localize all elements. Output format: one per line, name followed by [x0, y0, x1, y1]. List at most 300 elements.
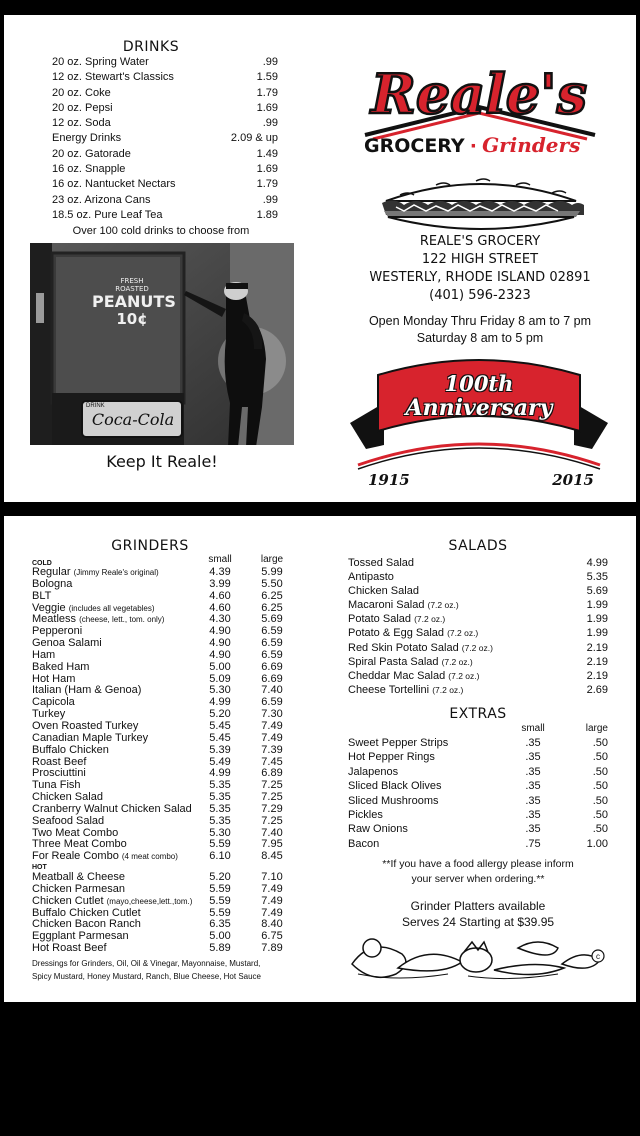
grinder-row	[32, 662, 298, 674]
salads-title: SALADS	[448, 538, 508, 554]
grinders-cat-cold: COLD	[32, 560, 52, 567]
sign-text-fresh: FRESH	[120, 277, 144, 285]
extras-header	[348, 722, 608, 736]
grinder-name-text: Hot Ham	[32, 673, 76, 685]
extra-name: Jalapenos	[348, 765, 399, 778]
grinder-price-large: 8.45	[261, 850, 283, 863]
grinder-row	[32, 919, 298, 931]
salad-row	[348, 669, 608, 683]
drink-row	[24, 116, 278, 131]
grinder-name-text: Oven Roasted Turkey	[32, 720, 139, 732]
drink-row	[24, 162, 278, 177]
grinder-price-large: 7.40	[261, 826, 283, 839]
extra-row	[348, 822, 608, 836]
grinder-name-text: Chicken Bacon Ranch	[32, 919, 141, 931]
grinder-price-large: 6.69	[261, 672, 283, 685]
salad-row	[348, 556, 608, 570]
grinder-row	[32, 804, 298, 816]
store-street: 122 HIGH STREET	[421, 252, 539, 267]
grinder-note: (cheese, lett., tom. only)	[79, 615, 165, 625]
salad-name-text: Chicken Salad	[348, 585, 419, 598]
salad-name	[348, 612, 445, 626]
extra-name: Sweet Pepper Strips	[348, 737, 449, 749]
sandwich-illustration	[376, 171, 586, 239]
salad-price: 2.69	[586, 683, 608, 696]
extras-title: EXTRAS	[449, 706, 507, 722]
logo-grinders: Grinders	[482, 133, 581, 157]
extra-price-large: .50	[592, 794, 608, 807]
grinder-price-large: 7.49	[261, 894, 283, 907]
grinder-name	[32, 709, 194, 721]
grinder-price-large: 7.89	[261, 942, 283, 955]
grinders-cold-list	[32, 567, 298, 863]
grinder-price-small: 5.89	[209, 942, 231, 955]
grinder-price-small: 6.35	[209, 918, 231, 931]
grinder-price-large: 7.25	[261, 814, 283, 827]
salad-name	[348, 655, 473, 669]
salads-section	[348, 538, 608, 697]
grinder-name	[32, 697, 194, 709]
sign-text-roasted: ROASTED	[115, 285, 149, 293]
menu-panel-inside	[4, 516, 636, 1002]
dressings-line1: Dressings for Grinders, Oil, Oil & Vinegar, Mayonnaise, Mustard,	[32, 959, 261, 968]
grinder-name-text: Veggie	[32, 602, 66, 614]
drink-name: 16 oz. Nantucket Nectars	[52, 178, 176, 191]
logo-grocery: GROCERY	[364, 135, 465, 157]
grinder-price-large: 7.95	[261, 838, 283, 851]
grinder-name-text: Three Meat Combo	[32, 839, 127, 851]
drink-row	[24, 131, 278, 146]
drink-price: 1.69	[256, 101, 278, 114]
extra-price-large: .50	[592, 823, 608, 836]
salad-name	[348, 641, 493, 655]
extra-price-large: .50	[592, 737, 608, 749]
extra-price-small: .35	[525, 780, 541, 793]
grinder-name	[32, 804, 194, 816]
grinder-price-small: 5.39	[209, 743, 231, 756]
salad-price: 1.99	[586, 627, 608, 640]
grinder-name	[32, 662, 194, 674]
grinder-row	[32, 745, 298, 757]
extra-row	[348, 837, 608, 851]
grinder-price-small: 4.90	[209, 648, 231, 661]
grinder-row	[32, 591, 298, 603]
anniversary-100th: 100th	[444, 371, 514, 396]
salad-name-text: Macaroni Salad	[348, 599, 425, 612]
salad-price: 2.19	[586, 641, 608, 654]
grinder-row	[32, 650, 298, 662]
drink-name: 20 oz. Gatorade	[52, 147, 131, 160]
salad-row	[348, 641, 608, 655]
salad-note: (7.2 oz.)	[432, 684, 464, 695]
hours-weekday: Open Monday Thru Friday 8 am to 7 pm	[368, 314, 592, 328]
extra-name: Pickles	[348, 809, 383, 822]
grinder-price-large: 7.45	[261, 755, 283, 768]
grinder-name-text: Chicken Salad	[32, 792, 103, 804]
grinder-price-small: 5.59	[209, 838, 231, 851]
drink-name: 20 oz. Coke	[52, 86, 111, 99]
store-hours	[344, 313, 616, 347]
dressings-line2: Spicy Mustard, Honey Mustard, Ranch, Blue Cheese, Hot Sauce	[32, 972, 261, 981]
grinder-row	[32, 567, 298, 579]
grinder-row	[32, 697, 298, 709]
drink-price: 1.69	[256, 163, 278, 176]
grinder-row	[32, 614, 298, 626]
drink-row	[24, 193, 278, 208]
extra-row	[348, 794, 608, 808]
extra-row	[348, 750, 608, 764]
grinder-name-text: Eggplant Parmesan	[32, 931, 129, 943]
grinder-price-small: 5.59	[209, 906, 231, 919]
extra-price-large: 1.00	[586, 837, 608, 850]
salad-note: (7.2 oz.)	[461, 642, 493, 653]
vintage-store-photo	[30, 243, 294, 445]
drink-row	[24, 208, 278, 223]
grinder-note: (includes all vegetables)	[68, 603, 155, 613]
drink-row	[24, 147, 278, 162]
salad-name	[348, 570, 394, 584]
drink-price: 1.89	[256, 208, 278, 221]
salad-name	[348, 598, 459, 612]
grinder-name	[32, 733, 194, 745]
grinder-row	[32, 872, 298, 884]
grinder-name	[32, 614, 194, 626]
salad-price: 5.35	[586, 571, 608, 584]
cooler-text-drink: DRINK	[86, 403, 105, 409]
drink-price: 2.09 & up	[230, 132, 278, 145]
grinder-name	[32, 780, 194, 792]
grinder-name-text: Chicken Cutlet	[32, 895, 104, 907]
logo-wordmark: Reale's	[370, 62, 588, 126]
grinder-price-large: 6.59	[261, 648, 283, 661]
grinder-price-small: 5.00	[209, 660, 231, 673]
grinder-name	[32, 579, 194, 591]
salad-row	[348, 570, 608, 584]
drink-price: 1.79	[256, 86, 278, 99]
grinder-price-small: 5.20	[209, 708, 231, 721]
extra-name: Raw Onions	[348, 823, 408, 836]
drink-price: 1.79	[256, 178, 278, 191]
grinder-name-text: Bologna	[32, 578, 73, 590]
salad-note: (7.2 oz.)	[448, 670, 480, 681]
grinder-price-small: 5.30	[209, 684, 231, 697]
grinder-price-small: 4.60	[209, 601, 231, 614]
grinder-name	[32, 603, 194, 615]
grinder-row	[32, 792, 298, 804]
grinder-name-text: Two Meat Combo	[32, 827, 119, 839]
drink-name: 23 oz. Arizona Cans	[52, 193, 151, 206]
salad-name-text: Spiral Pasta Salad	[348, 655, 439, 668]
drink-price: .99	[262, 193, 278, 206]
grinder-price-small: 5.35	[209, 814, 231, 827]
allergy-notice	[348, 857, 608, 887]
grinder-row	[32, 908, 298, 920]
extra-price-small: .75	[525, 837, 541, 850]
year-end: 2015	[552, 471, 594, 489]
salad-price: 2.19	[586, 669, 608, 682]
grinder-row	[32, 839, 298, 851]
salad-name	[348, 556, 414, 570]
hours-saturday: Saturday 8 am to 5 pm	[416, 331, 544, 345]
sign-text-price: 10¢	[116, 310, 148, 328]
grinder-price-large: 6.25	[261, 601, 283, 614]
grinder-name	[32, 839, 194, 851]
grinder-row	[32, 685, 298, 697]
salad-name-text: Cheese Tortellini	[348, 683, 430, 696]
grinder-row	[32, 579, 298, 591]
grinder-name-text: Seafood Salad	[32, 815, 105, 827]
grinder-note: (Jimmy Reale's original)	[73, 568, 159, 577]
drink-name: 12 oz. Soda	[52, 117, 111, 130]
dressings-note	[32, 957, 298, 983]
grinders-hot-list	[32, 872, 298, 955]
extra-name: Bacon	[348, 837, 380, 850]
grinder-price-large: 6.89	[261, 767, 283, 780]
grinder-name-text: Capicola	[32, 697, 75, 709]
grinder-row	[32, 884, 298, 896]
grinder-price-small: 4.90	[209, 637, 231, 650]
grinder-price-small: 5.45	[209, 719, 231, 732]
salad-row	[348, 626, 608, 640]
anniversary-banner	[344, 353, 614, 493]
grinder-price-small: 5.20	[209, 871, 231, 884]
grinder-price-small: 5.09	[209, 672, 231, 685]
grinder-price-large: 7.25	[261, 779, 283, 792]
grinder-row	[32, 851, 298, 863]
grinder-name-text: Canadian Maple Turkey	[32, 732, 149, 744]
grinder-name	[32, 816, 194, 828]
grinder-name	[32, 792, 194, 804]
grinder-name-text: Italian (Ham & Genoa)	[32, 685, 142, 697]
salad-price: 2.19	[586, 655, 608, 668]
salad-name	[348, 584, 419, 598]
extra-row	[348, 736, 608, 750]
salad-name-text: Cheddar Mac Salad	[348, 669, 446, 682]
drink-row	[24, 70, 278, 85]
grinder-price-large: 7.30	[261, 708, 283, 721]
grinder-note: (mayo,cheese,lett.,tom.)	[106, 896, 193, 906]
grinder-row	[32, 733, 298, 745]
grinder-name	[32, 931, 194, 943]
drink-name: 20 oz. Pepsi	[52, 101, 113, 114]
drink-price: .99	[262, 56, 278, 68]
anniversary-text: Anniversary	[405, 395, 553, 421]
grinder-name-text: Ham	[32, 649, 56, 661]
drink-row	[24, 101, 278, 116]
salads-list	[348, 556, 608, 697]
menu-panel-front	[4, 15, 636, 502]
extra-price-small: .35	[525, 809, 541, 822]
grinder-row	[32, 768, 298, 780]
salad-name-text: Red Skin Potato Salad	[348, 641, 459, 654]
drink-row	[24, 86, 278, 101]
grinder-row	[32, 638, 298, 650]
drinks-list	[24, 55, 278, 223]
extra-row	[348, 779, 608, 793]
extra-price-large: .50	[592, 751, 608, 764]
salad-name	[348, 683, 463, 697]
drink-name: Energy Drinks	[52, 132, 122, 145]
logo-dot: ·	[469, 135, 477, 157]
grinder-name	[32, 884, 194, 896]
grinder-name-text: Chicken Parmesan	[32, 883, 125, 895]
year-start: 1915	[368, 471, 410, 489]
salad-note: (7.2 oz.)	[447, 628, 479, 639]
grinder-price-small: 5.35	[209, 802, 231, 815]
store-phone: (401) 596-2323	[429, 288, 531, 303]
drinks-section	[24, 39, 278, 239]
salad-price: 4.99	[586, 557, 608, 569]
grinder-price-small: 5.59	[209, 894, 231, 907]
grinder-name-text: Genoa Salami	[32, 638, 102, 650]
extra-price-small: .35	[525, 823, 541, 836]
grinder-price-small: 4.60	[209, 589, 231, 602]
salad-price: 1.99	[586, 613, 608, 626]
grinder-price-large: 7.39	[261, 743, 283, 756]
grinder-row	[32, 709, 298, 721]
coca-cola-logo: Coca-Cola	[91, 410, 175, 429]
grinder-price-large: 6.69	[261, 660, 283, 673]
extra-price-small: .35	[525, 765, 541, 778]
grinder-price-large: 5.69	[261, 613, 283, 626]
grinders-col-large: large	[260, 554, 284, 565]
grinder-price-large: 7.10	[261, 871, 283, 884]
grinder-price-small: 4.39	[209, 566, 231, 578]
grinder-price-large: 6.75	[261, 930, 283, 943]
salad-name	[348, 626, 478, 640]
salad-price: 1.99	[586, 599, 608, 612]
grinder-price-small: 3.99	[209, 577, 231, 590]
platters-line1: Grinder Platters available	[410, 899, 546, 913]
grinder-name	[32, 851, 194, 863]
grinder-name-text: Hot Roast Beef	[32, 943, 107, 955]
grinder-note: (4 meat combo)	[121, 852, 178, 862]
salad-name-text: Potato & Egg Salad	[348, 627, 445, 640]
salad-row	[348, 612, 608, 626]
grinder-name-text: Regular	[32, 567, 71, 578]
grinder-name	[32, 567, 194, 579]
grinder-price-large: 6.25	[261, 589, 283, 602]
grinder-price-large: 5.99	[261, 566, 283, 578]
extras-section	[348, 706, 608, 851]
extra-price-large: .50	[592, 780, 608, 793]
grinder-row	[32, 626, 298, 638]
grinder-name	[32, 745, 194, 757]
extra-name: Sliced Mushrooms	[348, 794, 439, 807]
grinder-row	[32, 896, 298, 908]
grinder-price-large: 7.49	[261, 731, 283, 744]
extras-col-small: small	[521, 723, 545, 734]
extra-name: Hot Pepper Rings	[348, 751, 435, 764]
extras-col-large: large	[585, 723, 608, 734]
grinder-price-small: 5.49	[209, 755, 231, 768]
grinder-name	[32, 757, 194, 769]
grinder-name	[32, 768, 194, 780]
grinder-name	[32, 650, 194, 662]
grinders-header	[32, 554, 298, 567]
grinder-name	[32, 919, 194, 931]
grinder-name	[32, 872, 194, 884]
grinder-name-text: Meatless	[32, 614, 77, 626]
salad-row	[348, 683, 608, 697]
drink-name: 16 oz. Snapple	[52, 163, 126, 176]
copyright-mark: c	[596, 952, 600, 961]
grinder-row	[32, 828, 298, 840]
grinder-row	[32, 603, 298, 615]
salad-note: (7.2 oz.)	[427, 600, 459, 611]
platters-line2: Serves 24 Starting at $39.95	[401, 915, 555, 929]
grinder-price-large: 7.49	[261, 719, 283, 732]
grinder-name-text: Cranberry Walnut Chicken Salad	[32, 803, 192, 815]
salad-note: (7.2 oz.)	[441, 656, 473, 667]
salad-name-text: Tossed Salad	[348, 557, 415, 569]
grinder-name-text: Tuna Fish	[32, 780, 81, 792]
grinder-price-large: 7.25	[261, 791, 283, 804]
drink-name: 20 oz. Spring Water	[52, 56, 149, 68]
extras-list	[348, 736, 608, 851]
allergy-line1: **If you have a food allergy please inform	[382, 858, 574, 870]
salad-name-text: Antipasto	[348, 571, 394, 584]
grinder-price-small: 5.59	[209, 882, 231, 895]
grinder-name-text: Prosciuttini	[32, 768, 86, 780]
grinder-price-small: 6.10	[209, 850, 231, 863]
grinder-price-large: 5.50	[261, 577, 283, 590]
drink-name: 12 oz. Stewart's Classics	[52, 71, 174, 84]
grinder-row	[32, 780, 298, 792]
extra-price-small: .35	[525, 751, 541, 764]
salad-row	[348, 598, 608, 612]
extra-price-small: .35	[525, 737, 541, 749]
grinder-name-text: Pepperoni	[32, 626, 83, 638]
grinder-row	[32, 721, 298, 733]
grinder-price-large: 7.29	[261, 802, 283, 815]
grinders-title: GRINDERS	[111, 538, 189, 554]
grinder-price-large: 8.40	[261, 918, 283, 931]
grinder-name-text: Meatball & Cheese	[32, 872, 125, 884]
drink-price: .99	[262, 117, 278, 130]
grinder-price-small: 5.35	[209, 791, 231, 804]
sign-text-peanuts: PEANUTS	[92, 292, 176, 311]
grinder-name	[32, 674, 194, 686]
vegetables-illustration	[348, 934, 614, 980]
grinder-name-text: Roast Beef	[32, 756, 87, 768]
store-city: WESTERLY, RHODE ISLAND 02891	[369, 270, 591, 285]
grinder-name	[32, 721, 194, 733]
drinks-title: DRINKS	[122, 39, 180, 55]
grinders-section	[32, 538, 298, 983]
grinder-name	[32, 896, 194, 908]
store-name: REALE'S GROCERY	[419, 234, 541, 249]
grinder-name-text: BLT	[32, 590, 52, 602]
grinder-price-small: 4.30	[209, 613, 231, 626]
grinder-name-text: Turkey	[32, 709, 66, 721]
grinder-price-small: 5.00	[209, 930, 231, 943]
grinder-price-large: 6.59	[261, 696, 283, 709]
grinder-name	[32, 591, 194, 603]
grinder-price-large: 7.49	[261, 882, 283, 895]
extra-price-large: .50	[592, 809, 608, 822]
grinder-row	[32, 674, 298, 686]
grinder-row	[32, 931, 298, 943]
grinder-price-large: 7.40	[261, 684, 283, 697]
grinder-name	[32, 638, 194, 650]
grinder-row	[32, 757, 298, 769]
salad-row	[348, 655, 608, 669]
grinder-name	[32, 943, 194, 955]
grinder-row	[32, 943, 298, 955]
drink-price: 1.49	[256, 147, 278, 160]
grinder-name	[32, 685, 194, 697]
